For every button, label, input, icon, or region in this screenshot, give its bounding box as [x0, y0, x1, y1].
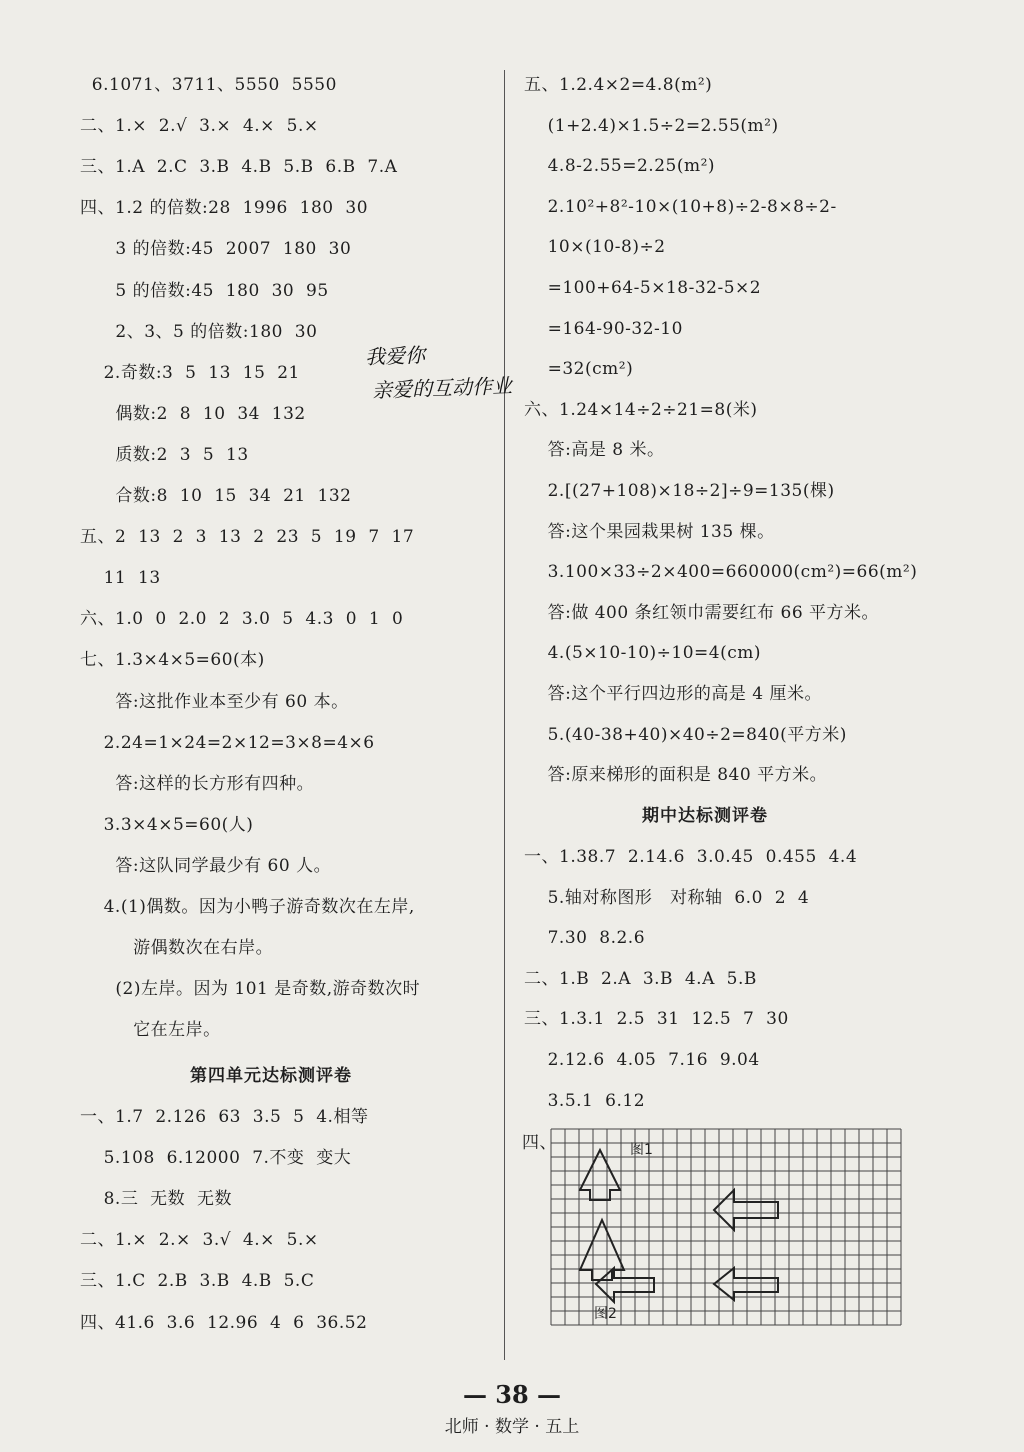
answer-line: 答:这个果园栽果树 135 棵。 [524, 521, 775, 542]
handwritten-note-line2: 亲爱的互动作业 [371, 373, 513, 403]
page-number-value: 38 [495, 1380, 529, 1409]
answer-line: 它在左岸。 [80, 1020, 221, 1041]
grid-diagram [550, 1128, 902, 1326]
answer-line: (2)左岸。因为 101 是奇数,游奇数次时 [80, 979, 421, 1000]
answer-line: 2.奇数:3 5 13 15 21 [80, 362, 300, 383]
answer-line: 7.30 8.2.6 [524, 928, 646, 949]
answer-line: 答:做 400 条红领巾需要红布 66 平方米。 [524, 602, 880, 623]
answer-line: 质数:2 3 5 13 [80, 444, 249, 465]
answer-line: 11 13 [80, 568, 161, 589]
answer-line: =100+64-5×18-32-5×2 [524, 278, 762, 298]
answer-line: 答:这批作业本至少有 60 本。 [80, 691, 349, 712]
answer-line: 五、1.2.4×2=4.8(m²) [524, 75, 713, 95]
answer-line: 3 的倍数:45 2007 180 30 [80, 239, 352, 260]
grid-question-label: 四、 [522, 1133, 557, 1153]
answer-line: 二、1.B 2.A 3.B 4.A 5.B [524, 968, 757, 989]
answer-line: 3.100×33÷2×400=660000(cm²)=66(m²) [524, 562, 918, 583]
answer-line: 二、1.× 2.√ 3.× 4.× 5.× [80, 116, 319, 137]
answer-line: 8.三 无数 无数 [80, 1189, 232, 1210]
answer-line: 四、1.2 的倍数:28 1996 180 30 [80, 198, 369, 219]
column-divider [504, 70, 505, 1360]
answer-line: 5 的倍数:45 180 30 95 [80, 280, 329, 301]
answer-line: 一、1.38.7 2.14.6 3.0.45 0.455 4.4 [524, 847, 858, 867]
answer-line: 2.24=1×24=2×12=3×8=4×6 [80, 732, 375, 753]
answer-line: =32(cm²) [524, 359, 634, 380]
answer-line: 4.8-2.55=2.25(m²) [524, 156, 716, 177]
answer-line: 六、1.24×14÷2÷21=8(米) [524, 399, 758, 420]
answer-line: 答:这队同学最少有 60 人。 [80, 855, 332, 876]
figure-label-2: 图2 [594, 1306, 617, 1322]
answer-line: 三、1.C 2.B 3.B 4.B 5.C [80, 1271, 315, 1292]
answer-line: 5.108 6.12000 7.不变 变大 [80, 1148, 352, 1169]
handwritten-note-line1: 我爱你 [364, 342, 426, 370]
answer-line: 三、1.3.1 2.5 31 12.5 7 30 [524, 1009, 789, 1030]
answer-line: 游偶数次在右岸。 [80, 938, 274, 959]
answer-line: 二、1.× 2.× 3.√ 4.× 5.× [80, 1230, 319, 1251]
figure-label-1: 图1 [630, 1142, 653, 1158]
answer-line: 5.(40-38+40)×40÷2=840(平方米) [524, 724, 847, 745]
answer-line: (1+2.4)×1.5÷2=2.55(m²) [524, 115, 779, 136]
answer-line: 3.3×4×5=60(人) [80, 814, 254, 835]
answer-line: 六、1.0 0 2.0 2 3.0 5 4.3 0 1 0 [80, 609, 404, 630]
answer-line: 答:这个平行四边形的高是 4 厘米。 [524, 684, 822, 704]
answer-line: 七、1.3×4×5=60(本) [80, 650, 265, 671]
answer-line: 10×(10-8)÷2 [524, 237, 666, 258]
answer-line: 5.轴对称图形 对称轴 6.0 2 4 [524, 887, 810, 908]
answer-line: 答:这样的长方形有四种。 [80, 773, 315, 794]
answer-line: 4.(1)偶数。因为小鸭子游奇数次在左岸, [80, 897, 415, 917]
answer-line: 三、1.A 2.C 3.B 4.B 5.B 6.B 7.A [80, 157, 398, 178]
section-title-unit4: 第四单元达标测评卷 [190, 1066, 352, 1086]
arrow-left-right-bottom [714, 1268, 778, 1300]
section-title-midterm: 期中达标测评卷 [642, 806, 768, 826]
answer-line: 四、41.6 3.6 12.96 4 6 36.52 [80, 1312, 368, 1333]
answer-line: 3.5.1 6.12 [524, 1090, 646, 1111]
answer-line: =164-90-32-10 [524, 318, 683, 339]
arrow-left-right-top [714, 1190, 778, 1230]
page-number: — 38 — [462, 1380, 562, 1409]
answer-line: 4.(5×10-10)÷10=4(cm) [524, 643, 762, 664]
answer-line: 答:高是 8 米。 [524, 440, 665, 461]
answer-line: 2.12.6 4.05 7.16 9.04 [524, 1050, 760, 1070]
answer-line: 答:原来梯形的面积是 840 平方米。 [524, 765, 828, 786]
answer-line: 2、3、5 的倍数:180 30 [80, 321, 318, 342]
footer-text: 北师 · 数学 · 五上 [444, 1417, 580, 1437]
arrow-up-figure2 [580, 1220, 624, 1280]
answer-line: 6.1071、3711、5550 5550 [80, 75, 337, 95]
answer-line: 偶数:2 8 10 34 132 [80, 403, 306, 424]
answer-line: 一、1.7 2.126 63 3.5 5 4.相等 [80, 1107, 369, 1127]
answer-line: 五、2 13 2 3 13 2 23 5 19 7 17 [80, 527, 415, 548]
answer-line: 合数:8 10 15 34 21 132 [80, 486, 352, 506]
answer-line: 2.[(27+108)×18÷2]÷9=135(棵) [524, 481, 835, 501]
answer-line: 2.10²+8²-10×(10+8)÷2-8×8÷2- [524, 196, 837, 217]
